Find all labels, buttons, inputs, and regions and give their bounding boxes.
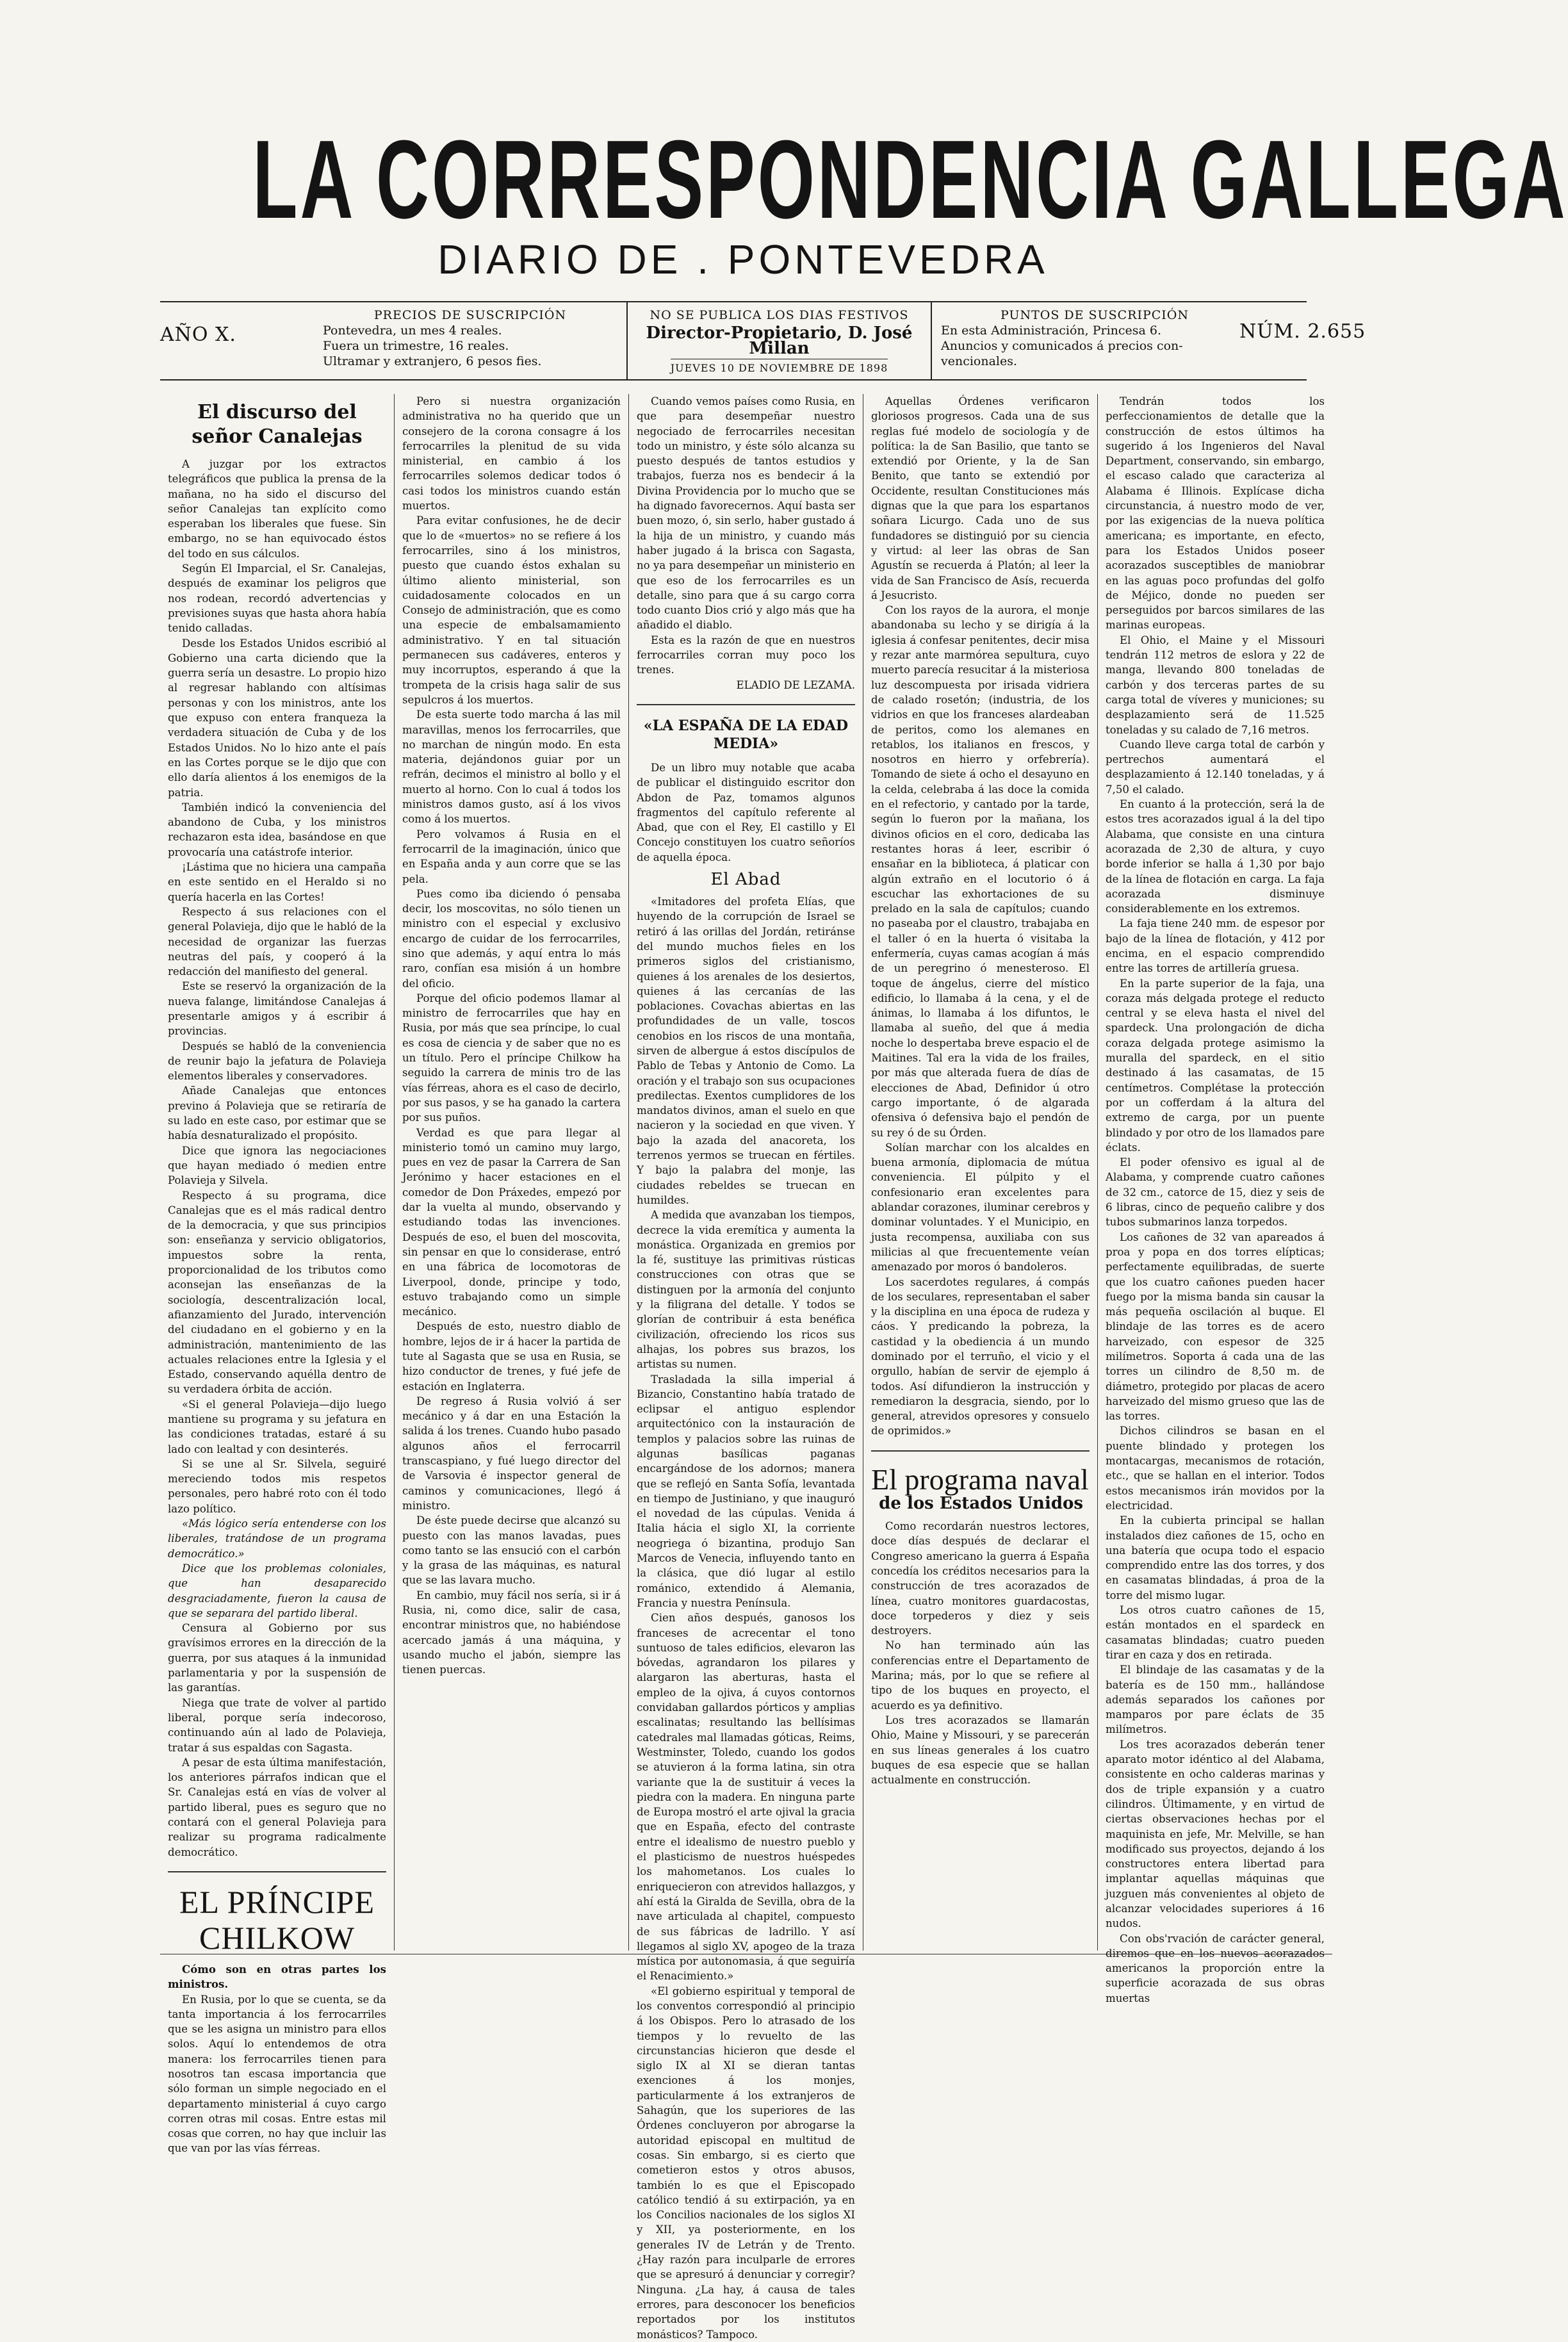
naval-paragraph: Tendrán todos los perfeccionamientos de detalle que la construcción de estos últimos ha sugerido á los Ingenieros del Naval Department, conservando, sin embargo, el escaso calado que caracteriza al Alabama é Illinois. Explícase dicha circunstancia, á nuestro modo de ver, por las exigencias de la nueva política americana; es importante, en efecto, para los Estados Unidos poseer acorazados susceptibles de maniobrar en las aguas poco profundas del golfo de Méjico, donde no pueden ser perseguidos por barcos similares de las marinas europeas.: [1106, 395, 1325, 632]
subscription-points: [932, 302, 1257, 379]
chilkow-subhead: Cómo son en otras partes los ministros.: [168, 1962, 386, 1991]
info-bar: [160, 301, 1307, 381]
chilkow-paragraph: En Rusia, por lo que se cuenta, se da tanta importancia á los ferrocarriles que se les asigna un ministro para ellos solos. Aquí lo entendemos de otra manera: los ferrocarriles tienen para nosotros tan escasa importancia que sólo forman un simple negociado en el departamento ministerial á cuyo cargo corren otras mil cosas. Entre estas mil cosas que corren, no hay que incluir las que van por las vías férreas.: [168, 1993, 386, 2155]
canalejas-paragraph: Niega que trate de volver al partido liberal, porque sería indecoroso, continuando aún al lado de Polavieja, tratar á sus espaldas con Sagasta.: [168, 1696, 386, 1754]
canalejas-paragraph: Respecto á su programa, dice Canalejas que es el más radical dentro de la democracia, y que sus principios son: enseñanza y servicio obligatorios, impuestos sobre la renta, proporcionalidad de los tributos como aconsejan las enseñanzas de la sociología, descentralización local, afianzamiento del Jurado, intervención del ciudadano en el gobierno y en la administración, mantenimiento de las actuales relaciones entre la Iglesia y el Estado, conservando aquélla dentro de su verdadera órbita de acción.: [168, 1189, 386, 1396]
chilkow-paragraph: En cambio, muy fácil nos sería, si ir á Rusia, ni, como dice, salir de casa, encontrar ministros que, no habiéndose acercado jamás á una máquina, y usando mucho el jabón, siempre las tienen puercas.: [402, 1589, 621, 1676]
abad-paragraph: «El gobierno espiritual y temporal de los conventos correspondió al principio á los Obispos. Pero lo atrasado de los tiempos y lo revuelto de las circunstancias hicieron que desde el siglo IX al XI se dieran tantas exenciones á los monjes, particularmente á los extranjeros de Sahagún, que los superiores de las Órdenes concluyeron por abrogarse la autoridad episcopal en multitud de cosas. Sin embargo, si es cierto que cometieron estos y otros abusos, también lo es que el Episcopado católico tendió á su extirpación, ya en los Concilios nacionales de los siglos XI y XII, ya posteriormente, en los generales IV de Letrán y de Trento. ¿Hay razón para inculparle de errores que se apresuró á denunciar y corregir? Ninguna. ¿La hay, á causa de tales errores, para desconocer los beneficios reportados por los institutos monásticos? Tampoco.: [637, 1985, 855, 2341]
column-1: [160, 394, 395, 2155]
abad-paragraph: Con los rayos de la aurora, el monje abandonaba su lecho y se dirigía á la iglesia á confesar penitentes, decir misa y rezar ante marmórea sepultura, cuyo muerto parecía resucitar á la misteriosa luz descompuesta por irisada vidriera de calado rosetón; (industria, de los vidrios en que los franceses alardeaban de peritos, como los alemanes en retablos, los italianos en frescos, y nosotros en hierro y orfebrería). Tomando de siete á ocho el desayuno en la celda, celebraba á las doce la comida en el refectorio, y cantado por la tarde, según lo fueron por la mañana, los divinos oficios en el coro, dedicaba las restantes horas á leer, escribir ó ensañar en la biblioteca, á platicar con algún extraño en el locutorio ó á escuchar las exhortaciones de su prelado en la sala de capítulos; cuando no paseaba por el claustro, trabajaba en el taller ó en la huerta ó visitaba la enfermería, cuyas camas acogían á más de un peregrino ó menesteroso. El toque de ángelus, cierre del místico edificio, lo llamaba á la cena, y el de ánimas, lo llamaba á los difuntos, le llamaba al sueño, del que á media noche lo despertaba breve espacio el de Maitines. Tal era la vida de los frailes, por más que alterada fuera de días de elecciones de Abad, Definidor ú otro cargo importante, ó de algarada ofensiva ó defensiva bajo el pendón de su rey ó de su Órden.: [871, 604, 1090, 1139]
chilkow-paragraph: Verdad es que para llegar al ministerio tomó un camino muy largo, pues en vez de pasar la Carrera de San Jerónimo y hacer estaciones en el comedor de Don Práxedes, empezó por dar la vuelta al mundo, observando y estudiando todas las invenciones. Después de eso, el buen del moscovita, sin pensar en que lo considerase, entró en una fábrica de locomotoras de Liverpool, donde, principe y todo, estuvo trabajando como un simple mecánico.: [402, 1126, 621, 1318]
naval-paragraph: En la cubierta principal se hallan instalados diez cañones de 15, ocho en una batería que ocupa todo el espacio comprendido entre las dos torres, y dos en casamatas blindadas, á proa de la torre del mismo lugar.: [1106, 1514, 1325, 1601]
points-line: En esta Administración, Princesa 6.: [941, 323, 1162, 338]
naval-paragraph: Con obs'rvación de carácter general, diremos que en los nuevos acorazados americanos la proporción entre la superficie acorazada de sus obras muertas: [1106, 1932, 1325, 2004]
chilkow-paragraph: Esta es la razón de que en nuestros ferrocarriles corran muy poco los trenes.: [637, 634, 855, 676]
edad-media-headline: «LA ESPAÑA DE LA EDAD MEDIA»: [643, 717, 849, 752]
canalejas-paragraph: A juzgar por los extractos telegráficos que publica la prensa de la mañana, no ha sido el discurso del señor Canalejas tan explícito como esperaban los liberales que fuese. Sin embargo, no se han equivocado éstos del todo en sus cálculos.: [168, 458, 386, 560]
chilkow-paragraph: Pero si nuestra organización administrativa no ha querido que un consejero de la corona consagre á los ferrocarriles la plenitud de su vida ministerial, en cambio á los ferrocarriles solemos dedicar todos ó casi todos los ministros cuando están muertos.: [402, 395, 621, 512]
abad-paragraph: «Imitadores del profeta Elías, que huyendo de la corrupción de Israel se retiró á las orillas del Jordán, retiránse del mundo muchos fieles en los primeros siglos del cristianismo, quienes á los arenales de los desiertos, quienes á las cercanías de las poblaciones. Covachas abiertas en las profundidades de un valle, toscos cenobios en los riscos de una montaña, sirven de albergue á estos discípulos de Pablo de Tebas y Antonio de Como. La oración y el trabajo son sus ocupaciones predilectas. Exentos cumplidores de los mandatos divinos, aman el suelo en que nacieron y la sociedad en que viven. Y bajo la azada del anacoreta, los terrenos yermos se truecan en fértiles. Y bajo la palabra del monje, las ciudades rebeldes se truecan en humildes.: [637, 896, 855, 1206]
masthead: [0, 117, 1568, 283]
column-5: [1098, 394, 1332, 2004]
canalejas-paragraph: ¡Lástima que no hiciera una campaña en este sentido en el Heraldo si no quería hacerla en las Cortes!: [168, 861, 386, 903]
issue-date: JUEVES 10 DE NOVIEMBRE DE 1898: [671, 359, 888, 376]
edad-media-intro: De un libro muy notable que acaba de publicar el distinguido escritor don Abdon de Paz, tomamos algunos fragmentos del capítulo referente al Abad, que con el Rey, El castillo y El Concejo constituyen los cuatro señoríos de aquella época.: [637, 761, 855, 864]
price-line: Fuera un trimestre, 16 reales.: [323, 339, 509, 353]
canalejas-paragraph: Añade Canalejas que entonces previno á Polavieja que se retiraría de su lado en este caso, por estimar que se había desnaturalizado el propósito.: [168, 1085, 386, 1142]
points-line: Anuncios y comunicados á precios con-: [941, 339, 1183, 353]
abad-paragraph: Aquellas Órdenes verificaron gloriosos progresos. Cada una de sus reglas fué modelo de sociología y de política: la de San Basilio, que tanto se extendió por Oriente, y la de San Benito, que tanto se extendió por Occidente, resultan Constituciones más dignas que la que para los espartanos soñara Licurgo. Cada uno de sus fundadores se distinguió por su ciencia y virtud: al leer las obras de San Agustín se recuerda á Platón; al leer la vida de San Francisco de Asís, recuerda á Jesucristo.: [871, 395, 1090, 602]
price-line: Ultramar y extranjero, 6 pesos fies.: [323, 354, 542, 368]
canalejas-paragraph: Según El Imparcial, el Sr. Canalejas, después de examinar los peligros que nos rodean, recordó advertencias y previsiones suyas que hasta ahora había tenido calladas.: [168, 562, 386, 635]
subscription-prices: [314, 302, 628, 379]
year-label: AÑO X.: [160, 323, 236, 346]
chilkow-paragraph: Cuando vemos países como Rusia, en que para desempeñar nuestro negociado de ferrocarriles necesitan todo un ministro, y éste sólo alcanza su puesto después de tantos estudios y trabajos, fuerza nos es bendecir á la Divina Providencia por lo mucho que se ha dignado favorecernos. Aquí basta ser buen mozo, ó, sin serlo, haber gustado á la hija de un ministro, y cuando más haber jugado á la brisca con Sagasta, no ya para desempeñar un ministerio en que eso de los ferrocarriles es un detalle, sino para que á su cargo corra todo cuanto Dios crió y algo más que ha añadido el diablo.: [637, 395, 855, 632]
naval-paragraph: Los tres acorazados se llamarán Ohio, Maine y Missouri, y se parecerán en sus líneas generales á los cuatro buques de esa especie que se hallan actualmente en construcción.: [871, 1714, 1090, 1787]
abad-paragraph: A medida que avanzaban los tiempos, decrece la vida eremítica y aumenta la monástica. Organizada en gremios por la fé, sustituye las primitivas rústicas construcciones con otras que se distinguen por la armonía del conjunto y la filigrana del detalle. Y todos se glorían de contribuir á esta benéfica civilización, ofreciendo los ricos sus alhajas, los pobres sus brazos, los artistas su numen.: [637, 1209, 855, 1371]
chilkow-paragraph: Para evitar confusiones, he de decir que lo de «muertos» no se refiere á los ferrocarriles, sino á los ministros, puesto que cuando éstos exhalan su último aliento ministerial, son cuidadosamente colocados en un Consejo de administración, que es como una especie de embalsamamiento administrativo. Y en tal situación permanecen sus cadáveres, enteros y muy incorruptos, esperando á que la trompeta de la crisis haga salir de sus sepulcros á los muertos.: [402, 514, 621, 706]
price-line: Pontevedra, un mes 4 reales.: [323, 323, 502, 338]
chilkow-paragraph: De éste puede decirse que alcanzó su puesto con las manos lavadas, pues como tanto se las ensució con el carbón y la grasa de las máquinas, es natural que se las lavara mucho.: [402, 1514, 621, 1587]
naval-headline: El programa naval: [871, 1462, 1089, 1496]
divider: [168, 1871, 386, 1872]
column-3: [629, 394, 863, 2341]
canalejas-paragraph: «Más lógico sería entenderse con los liberales, tratándose de un programa democrático.»: [168, 1518, 386, 1560]
column-4: [863, 394, 1098, 1951]
naval-paragraph: El Ohio, el Maine y el Missouri tendrán 112 metros de eslora y 22 de manga, llevando 800 toneladas de carbón y dos terceras partes de su carga total de víveres y municiones; su desplazamiento será de 11.525 toneladas y su calado de 7,16 metros.: [1106, 634, 1325, 736]
canalejas-paragraph: Respecto á sus relaciones con el general Polavieja, dijo que le habló de la necesidad de organizar las fuerzas neutras del país, y cooperó á la redacción del manifiesto del general.: [168, 905, 386, 978]
naval-subheadline: de los Estados Unidos: [879, 1493, 1083, 1513]
canalejas-paragraph: Después se habló de la conveniencia de reunir bajo la jefatura de Polavieja elementos liberales y conservadores.: [168, 1040, 386, 1083]
abad-paragraph: Solían marchar con los alcaldes en buena armonía, diplomacia de mútua conveniencia. El púlpito y el confesionario eran excelentes para ablandar corazones, iluminar cerebros y dominar voluntades. Y el Municipio, en justa recompensa, auxiliaba con sus milicias al que frecuentemente veían amenazado por moros ó bandoleros.: [871, 1141, 1090, 1273]
naval-paragraph: Los otros cuatro cañones de 15, están montados en el spardeck en casamatas blindadas; cuatro pueden tirar en caza y dos en retirada.: [1106, 1604, 1325, 1661]
chilkow-paragraph: Porque del oficio podemos llamar al ministro de ferrocarriles que hay en Rusia, por más que sea príncipe, lo cual es cosa de ciencia y de saber que no es un título. Pero el príncipe Chilkow ha seguido la carrera de minis tro de las vías férreas, ahora es el caso de decirlo, por sus pasos, y se ha ganado la cartera por sus puños.: [402, 992, 621, 1124]
naval-paragraph: No han terminado aún las conferencias entre el Departamento de Marina; más, por lo que se refiere al tipo de los buques en proyecto, el acuerdo es ya definitivo.: [871, 1639, 1090, 1712]
canalejas-paragraph: A pesar de esta última manifestación, los anteriores párrafos indican que el Sr. Canalejas está en vías de volver al partido liberal, pues es seguro que no contará con el general Polavieja para realizar su programa radicalmente democrático.: [168, 1756, 386, 1858]
canalejas-paragraph: Este se reservó la organización de la nueva falange, limitándose Canalejas á presentarle amigos y á escribir á provincias.: [168, 980, 386, 1038]
points-line: vencionales.: [941, 354, 1018, 368]
festivos-note: NO SE PUBLICA LOS DIAS FESTIVOS: [649, 308, 909, 322]
naval-paragraph: En la parte superior de la faja, una coraza más delgada protege el reducto central y se eleva hasta el nivel del spardeck. Una prolongación de dicha coraza delgada protege asimismo la muralla del spardeck, en el sitio destinado á las casamatas, de 15 centímetros. Complétase la protección por un cofferdam á la altura del extremo de carga, por un puente blindado y por otro de los llamados pare éclats.: [1106, 977, 1325, 1154]
naval-paragraph: La faja tiene 240 mm. de espesor por bajo de la línea de flotación, y 412 por encima, en el espacio comprendido entre las torres de artillería gruesa.: [1106, 917, 1325, 975]
director-name: Director-Propietario, D. José Millan: [646, 323, 913, 358]
naval-paragraph: Dichos cilindros se basan en el puente blindado y protegen los montacargas, mecanismos de rotación, etc., que se hallan en el interior. Todos estos mecanismos irán movidos por la electricidad.: [1106, 1425, 1325, 1512]
canalejas-paragraph: Dice que los problemas coloniales, que han desaparecido desgraciadamente, fueron la causa de que se separara del partido liberal.: [168, 1562, 386, 1619]
naval-paragraph: Cuando lleve carga total de carbón y pertrechos aumentará el desplazamiento á 12.140 toneladas, y á 7,50 el calado.: [1106, 738, 1325, 796]
naval-paragraph: Como recordarán nuestros lectores, doce días después de declarar el Congreso americano la guerra á España concedía los créditos necesarios para la construcción de tres acorazados de línea, cuatro monitores guardacostas, doce torpederos y diez y seis destroyers.: [871, 1520, 1090, 1637]
abad-paragraph: Trasladada la silla imperial á Bizancio, Constantino había tratado de eclipsar el antiguo esplendor arquitectónico con la instauración de templos y palacios sobre las ruinas de algunas basílicas paganas encargándose de los adornos; manera que se reflejó en Santa Sofía, levantada en tiempo de Justiniano, y que inauguró el novedad de las cúpulas. Venida á Italia hácia el siglo XI, la corriente neogriega ó bizantina, produjo San Marcos de Venecia, influyendo tanto en la clásica, que dió lugar al estilo románico, extendido á Alemania, Francia y nuestra Península.: [637, 1373, 855, 1609]
chilkow-paragraph: De esta suerte todo marcha á las mil maravillas, menos los ferrocarriles, que no marchan de ningún modo. En esta materia, dejándonos guiar por un refrán, decimos el ministro al bollo y el muerto al horno. Con lo cual á todos los ministros damos gusto, así á los vivos como á los muertos.: [402, 708, 621, 826]
naval-paragraph: Los cañones de 32 van apareados á proa y popa en dos torres elípticas; perfectamente equilibradas, de suerte que los cuatro cañones pueden hacer fuego por la misma banda sin causar la más pequeña oscilación al buque. El blindaje de las torres es de acero harveizado, con espesor de 325 milímetros. Soporta á cada una de las torres un cilindro de 8,50 m. de diámetro, protegido por placas de acero harveizado del mismo grueso que las de las torres.: [1106, 1231, 1325, 1423]
chilkow-paragraph: Pero volvamos á Rusia en el ferrocarril de la imaginación, único que en España anda y aun corre que se las pela.: [402, 828, 621, 885]
issue-number: NÚM. 2.655: [1239, 320, 1366, 343]
newspaper-subtitle: DIARIO DE . PONTEVEDRA: [437, 236, 1049, 283]
naval-paragraph: El poder ofensivo es igual al de Alabama, y comprende cuatro cañones de 32 cm., catorce de 15, diez y seis de 6 libras, cinco de pequeño calibre y dos tubos submarinos lanza torpedos.: [1106, 1156, 1325, 1229]
chilkow-paragraph: Después de esto, nuestro diablo de hombre, lejos de ir á hacer la partida de tute al Sagasta que se usa en Rusia, se hizo conductor de trenes, y fué jefe de estación en Inglaterra.: [402, 1320, 621, 1393]
divider: [637, 704, 855, 705]
abad-paragraph: Los sacerdotes regulares, á compás de los seculares, representaban el saber y la disciplina en una época de rudeza y cáos. Y predicando la pobreza, la castidad y la obediencia á un mundo dominado por el terruño, el vicio y el orgullo, habían de servir de ejemplo á todos. Así difundieron la instrucción y remediaron la desgracia, siendo, por lo general, atrevidos opresores y consuelo de oprimidos.»: [871, 1275, 1090, 1437]
prices-title: PRECIOS DE SUSCRIPCIÓN: [373, 308, 567, 322]
points-title: PUNTOS DE SUSCRIPCIÓN: [1000, 308, 1189, 322]
canalejas-paragraph: Censura al Gobierno por sus gravísimos errores en la dirección de la guerra, por sus ataques á la inmunidad parlamentaria y por la suspensión de las garantías.: [168, 1622, 386, 1694]
canalejas-paragraph: «Si el general Polavieja—dijo luego mantiene su programa y su jefatura en las condiciones tratadas, estaré á su lado con lealtad y con desinterés.: [168, 1398, 386, 1455]
divider: [871, 1450, 1090, 1452]
canalejas-paragraph: Desde los Estados Unidos escribió al Gobierno una carta diciendo que la guerra sería un desastre. Lo propio hizo al regresar hablando con altísimas personas y con los ministros, ante los que expuso con entera franqueza la verdadera situación de Cuba y de los Estados Unidos. No lo hizo ante el país en las Cortes porque se le dijo que con ello daría alientos á los enemigos de la patria.: [168, 637, 386, 799]
article-columns: [160, 394, 1332, 2341]
abad-paragraph: Cien años después, ganosos los franceses de acrecentar el tono suntuoso de tales edificios, elevaron las bóvedas, agrandaron los pilares y alargaron las aberturas, hasta el empleo de la ojiva, á cuyos contornos convidaban gallardos pórticos y amplias escalinatas; resultando las bellísimas catedrales mal llamadas góticas, Reims, Westminster, Toledo, cuando los godos se atuvieron á la forma latina, sin otra variante que la de sustituir á veces la piedra con la madera. En ninguna parte de Europa mostró el arte ojival la gracia que en España, efecto del contraste entre el idealismo de nuestro pueblo y el plasticismo de nuestros huéspedes los mahometanos. Los cuales lo enriquecieron con atrevidos hallazgos, y ahí está la Giralda de Sevilla, obra de la nave articulada al chapitel, compuesto de sus fábricas de ladrillo. Y así llegamos al siglo XV, apogeo de la traza mística por autonomasia, á que seguiría el Renacimiento.»: [637, 1612, 855, 1983]
canalejas-paragraph: Si se une al Sr. Silvela, seguiré mereciendo todos mis respetos personales, pero habré roto con él todo lazo político.: [168, 1457, 386, 1515]
canalejas-paragraph: Dice que ignora las negociaciones que hayan mediado ó medien entre Polavieja y Silvela.: [168, 1144, 386, 1187]
naval-paragraph: En cuanto á la protección, será la de estos tres acorazados igual á la del tipo Alabama, que consiste en una cintura acorazada de 2,30 de altura, y cuyo borde inferior se halla á 1,30 por bajo de la línea de flotación en carga. La faja acorazada disminuye considerablemente en los extremos.: [1106, 798, 1325, 915]
naval-paragraph: Los tres acorazados deberán tener aparato motor idéntico al del Alabama, consistente en ocho calderas marinas y dos de triple expansión y a cuatro cilindros. Últimamente, y en virtud de ciertas observaciones hechas por el maquinista en jefe, Mr. Melville, se han modificado sus proyectos, dejando á los constructores entera libertad para implantar aquellas máquinas que juzguen más convenientes al objeto de alcanzar velocidades superiores á 16 nudos.: [1106, 1738, 1325, 1930]
director-block: [628, 302, 932, 379]
chilkow-paragraph: Pues como iba diciendo ó pensaba decir, los moscovitas, no sólo tienen un ministro con el especial y exclusivo encargo de cuidar de los ferrocarriles, sino que además, y aquí entra lo más raro, confían esa misión á un hombre del oficio.: [402, 887, 621, 990]
chilkow-signature: ELADIO DE LEZAMA.: [736, 678, 855, 691]
column-2: [395, 394, 629, 1951]
newspaper-title: LA CORRESPONDENCIA GALLEGA: [252, 117, 1568, 242]
canalejas-headline: El discurso del señor Canalejas: [192, 401, 363, 448]
naval-paragraph: El blindaje de las casamatas y de la batería es de 150 mm., hallándose además separados los cañones por mamparos por pare éclats de 35 milímetros.: [1106, 1664, 1325, 1736]
abad-headline: El Abad: [710, 870, 781, 890]
canalejas-paragraph: También indicó la conveniencia del abandono de Cuba, y los ministros rechazaron esta idea, basándose en que provocaría una catástrofe interior.: [168, 801, 386, 858]
chilkow-paragraph: De regreso á Rusia volvió á ser mecánico y á dar en una Estación la salida á los trenes. Cuando hubo pasado algunos años el ferrocarril transcaspiano, y fué luego director del de Varsovia é inspector general de caminos y comunicaciones, llegó á ministro.: [402, 1395, 621, 1512]
chilkow-headline: EL PRÍNCIPE CHILKOW: [179, 1883, 375, 1956]
